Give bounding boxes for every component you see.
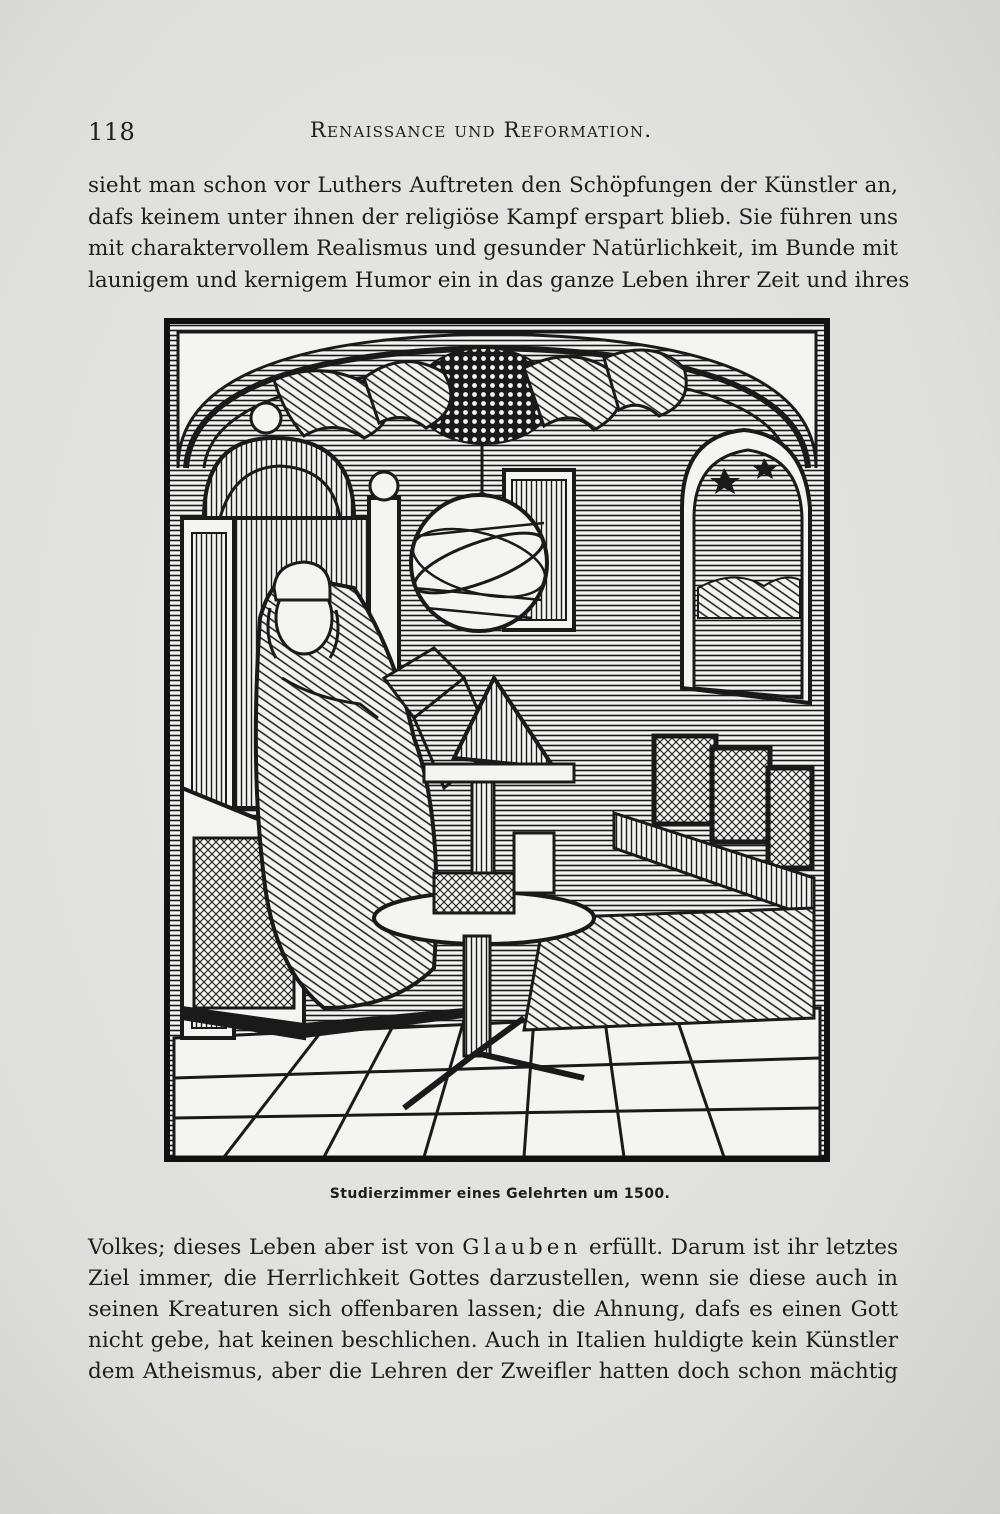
page-number: 118: [88, 118, 136, 146]
text-fragment: erfüllt. Darum ist ihr letztes: [589, 1235, 898, 1260]
text-line: mit charaktervollem Realismus und gesunder Natürlichkeit, im Bunde mit: [88, 236, 898, 261]
text-line: launigem und kernigem Humor ein in das ganze Leben ihrer Zeit und ihres: [88, 267, 910, 293]
paragraph-top: [88, 170, 910, 296]
text-line: Ziel immer, die Herrlichkeit Gottes darzustellen, wenn sie diese auch in: [88, 1266, 898, 1291]
emphasized-word: Glauben: [462, 1235, 582, 1260]
woodcut-illustration: [164, 318, 830, 1162]
text-fragment: Volkes; dieses Leben aber ist von: [88, 1235, 455, 1260]
text-line: nicht gebe, hat keinen beschlichen. Auch in Italien huldigte kein Künstler: [88, 1328, 898, 1353]
text-line: dem Atheismus, aber die Lehren der Zweifler hatten doch schon mächtig: [88, 1359, 898, 1384]
text-line: dafs keinem unter ihnen der religiöse Kampf erspart blieb. Sie führen uns: [88, 204, 898, 230]
text-line: sieht man schon vor Luthers Auftreten den Schöpfungen der Künstler an,: [88, 173, 898, 198]
running-title: Renaissance und Reformation.: [310, 118, 653, 142]
page-header: [88, 118, 898, 152]
text-line: [88, 1232, 898, 1263]
paragraph-bottom: [88, 1232, 898, 1387]
figure-caption: Studierzimmer eines Gelehrten um 1500.: [329, 1186, 671, 1202]
text-line: seinen Kreaturen sich offenbaren lassen; die Ahnung, dafs es einen Gott: [88, 1297, 898, 1322]
